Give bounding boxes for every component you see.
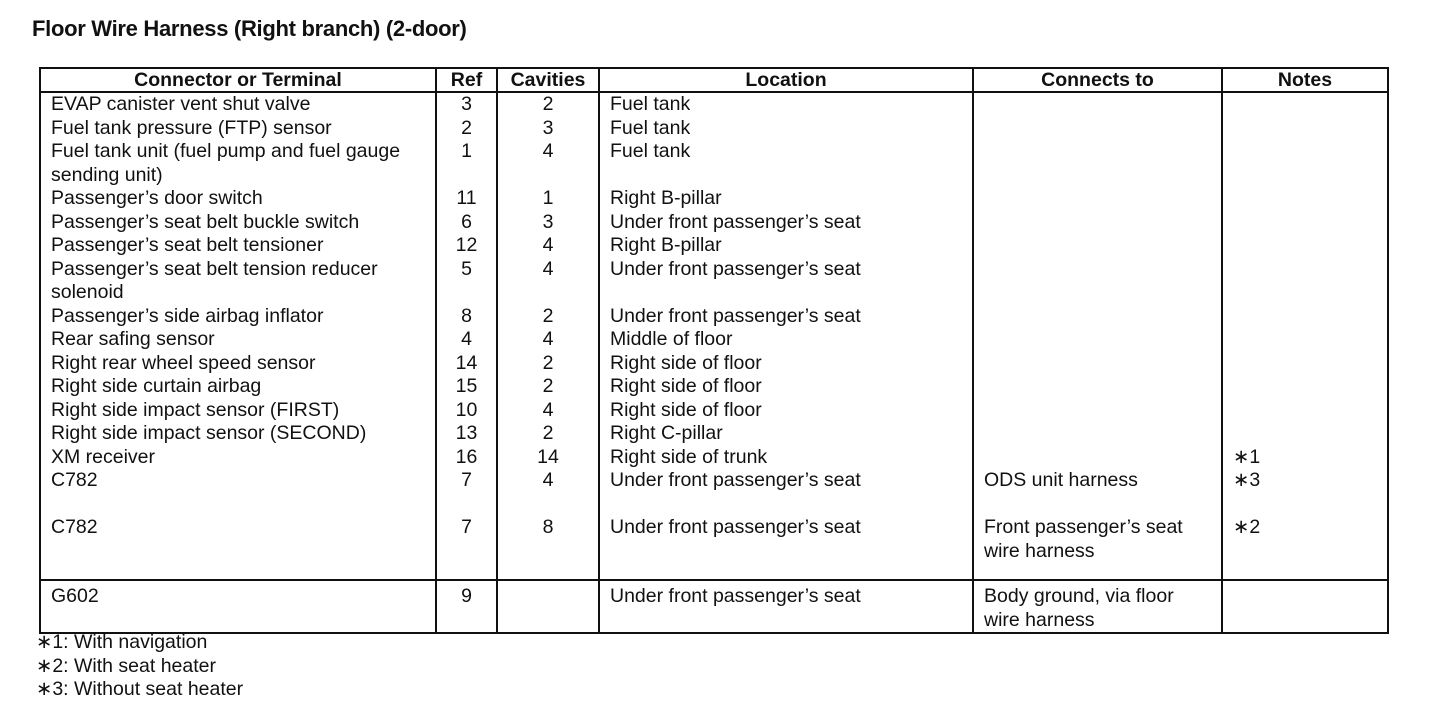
cell-connects-to: [973, 375, 1222, 399]
table-row: [40, 469, 1388, 516]
table-row: [40, 375, 1388, 399]
cell-notes: [1222, 580, 1388, 633]
cell-connector: Right side impact sensor (SECOND): [40, 422, 436, 446]
cell-connector: Right side curtain airbag: [40, 375, 436, 399]
cell-location: Under front passenger’s seat: [599, 469, 973, 516]
cell-cavities: 2: [497, 422, 599, 446]
cell-location: Under front passenger’s seat: [599, 211, 973, 235]
table-row: [40, 258, 1388, 305]
table-row: [40, 328, 1388, 352]
cell-cavities: 4: [497, 258, 599, 305]
table-body-last: [40, 580, 1388, 633]
cell-connector: Passenger’s seat belt tension reducer solenoid: [40, 258, 436, 305]
table-row: [40, 305, 1388, 329]
footnote: ∗1: With navigation: [36, 631, 208, 653]
table-row: [40, 234, 1388, 258]
cell-notes: [1222, 422, 1388, 446]
cell-connects-to: [973, 352, 1222, 376]
cell-connector: XM receiver: [40, 446, 436, 470]
cell-ref: 3: [436, 92, 497, 117]
cell-ref: 15: [436, 375, 497, 399]
header-connects-to: Connects to: [973, 68, 1222, 92]
cell-cavities: 4: [497, 328, 599, 352]
cell-connects-to: [973, 258, 1222, 305]
cell-notes: [1222, 328, 1388, 352]
cell-connects-to: [973, 399, 1222, 423]
cell-notes: [1222, 140, 1388, 187]
cell-connects-to: [973, 92, 1222, 117]
cell-location: Under front passenger’s seat: [599, 305, 973, 329]
cell-connects-to: Front passenger’s seat wire harness: [973, 516, 1222, 580]
cell-connector: Fuel tank pressure (FTP) sensor: [40, 117, 436, 141]
cell-cavities: 2: [497, 352, 599, 376]
cell-connector: Passenger’s seat belt tensioner: [40, 234, 436, 258]
table-header-row: [40, 68, 1388, 92]
table-row: [40, 352, 1388, 376]
page-title: Floor Wire Harness (Right branch) (2-door): [32, 16, 467, 41]
table-row: [40, 211, 1388, 235]
cell-cavities: 2: [497, 92, 599, 117]
cell-connects-to: [973, 140, 1222, 187]
cell-connector: G602: [40, 580, 436, 633]
cell-location: Fuel tank: [599, 92, 973, 117]
cell-cavities: 14: [497, 446, 599, 470]
header-location: Location: [599, 68, 973, 92]
table-row: [40, 580, 1388, 633]
cell-ref: 2: [436, 117, 497, 141]
cell-connects-to: [973, 422, 1222, 446]
cell-connector: Passenger’s door switch: [40, 187, 436, 211]
header-notes: Notes: [1222, 68, 1388, 92]
cell-connector: EVAP canister vent shut valve: [40, 92, 436, 117]
cell-ref: 10: [436, 399, 497, 423]
footnote: ∗3: Without seat heater: [36, 678, 244, 700]
cell-connector: Passenger’s side airbag inflator: [40, 305, 436, 329]
cell-notes: [1222, 352, 1388, 376]
cell-cavities: 2: [497, 305, 599, 329]
cell-connector: Rear safing sensor: [40, 328, 436, 352]
cell-connector: Passenger’s seat belt buckle switch: [40, 211, 436, 235]
cell-cavities: 2: [497, 375, 599, 399]
cell-location: Fuel tank: [599, 140, 973, 187]
footnotes: [36, 631, 243, 702]
cell-connector: C782: [40, 516, 436, 580]
connector-table: [39, 67, 1389, 634]
cell-connector: Fuel tank unit (fuel pump and fuel gauge sending unit): [40, 140, 436, 187]
cell-connects-to: [973, 446, 1222, 470]
cell-ref: 9: [436, 580, 497, 633]
cell-location: Right side of floor: [599, 352, 973, 376]
table-row: [40, 399, 1388, 423]
table-row: [40, 446, 1388, 470]
cell-connects-to: [973, 305, 1222, 329]
cell-connector: Right rear wheel speed sensor: [40, 352, 436, 376]
cell-location: Under front passenger’s seat: [599, 580, 973, 633]
cell-ref: 7: [436, 516, 497, 580]
cell-connects-to: [973, 234, 1222, 258]
cell-notes: [1222, 258, 1388, 305]
cell-notes: ∗1: [1222, 446, 1388, 470]
table-row: [40, 422, 1388, 446]
table-row: [40, 117, 1388, 141]
cell-ref: 8: [436, 305, 497, 329]
cell-notes: ∗3: [1222, 469, 1388, 516]
header-cavities: Cavities: [497, 68, 599, 92]
cell-connects-to: [973, 117, 1222, 141]
cell-location: Right B-pillar: [599, 187, 973, 211]
table-row: [40, 140, 1388, 187]
cell-location: Under front passenger’s seat: [599, 516, 973, 580]
header-connector: Connector or Terminal: [40, 68, 436, 92]
cell-ref: 16: [436, 446, 497, 470]
cell-cavities: 4: [497, 469, 599, 516]
cell-notes: [1222, 211, 1388, 235]
cell-notes: ∗2: [1222, 516, 1388, 580]
cell-location: Right side of trunk: [599, 446, 973, 470]
header-ref: Ref: [436, 68, 497, 92]
cell-connects-to: Body ground, via floor wire harness: [973, 580, 1222, 633]
cell-connects-to: [973, 211, 1222, 235]
cell-connector: Right side impact sensor (FIRST): [40, 399, 436, 423]
cell-notes: [1222, 92, 1388, 117]
cell-notes: [1222, 399, 1388, 423]
cell-cavities: 8: [497, 516, 599, 580]
cell-cavities: 4: [497, 399, 599, 423]
cell-notes: [1222, 117, 1388, 141]
cell-notes: [1222, 187, 1388, 211]
cell-ref: 5: [436, 258, 497, 305]
cell-cavities: 3: [497, 117, 599, 141]
cell-ref: 1: [436, 140, 497, 187]
cell-connects-to: [973, 328, 1222, 352]
cell-notes: [1222, 234, 1388, 258]
table-row: [40, 92, 1388, 117]
cell-ref: 13: [436, 422, 497, 446]
cell-location: Right side of floor: [599, 375, 973, 399]
cell-location: Fuel tank: [599, 117, 973, 141]
cell-cavities: 4: [497, 140, 599, 187]
cell-location: Right side of floor: [599, 399, 973, 423]
table-body: [40, 92, 1388, 580]
cell-connects-to: ODS unit harness: [973, 469, 1222, 516]
cell-ref: 7: [436, 469, 497, 516]
cell-cavities: [497, 580, 599, 633]
cell-notes: [1222, 375, 1388, 399]
cell-connects-to: [973, 187, 1222, 211]
cell-location: Under front passenger’s seat: [599, 258, 973, 305]
cell-cavities: 4: [497, 234, 599, 258]
table-row: [40, 187, 1388, 211]
cell-cavities: 1: [497, 187, 599, 211]
footnote: ∗2: With seat heater: [36, 654, 217, 677]
cell-connector: C782: [40, 469, 436, 516]
table-row: [40, 516, 1388, 580]
cell-location: Right B-pillar: [599, 234, 973, 258]
cell-ref: 12: [436, 234, 497, 258]
cell-ref: 14: [436, 352, 497, 376]
cell-notes: [1222, 305, 1388, 329]
cell-ref: 11: [436, 187, 497, 211]
cell-location: Middle of floor: [599, 328, 973, 352]
cell-ref: 4: [436, 328, 497, 352]
cell-cavities: 3: [497, 211, 599, 235]
cell-ref: 6: [436, 211, 497, 235]
cell-location: Right C-pillar: [599, 422, 973, 446]
